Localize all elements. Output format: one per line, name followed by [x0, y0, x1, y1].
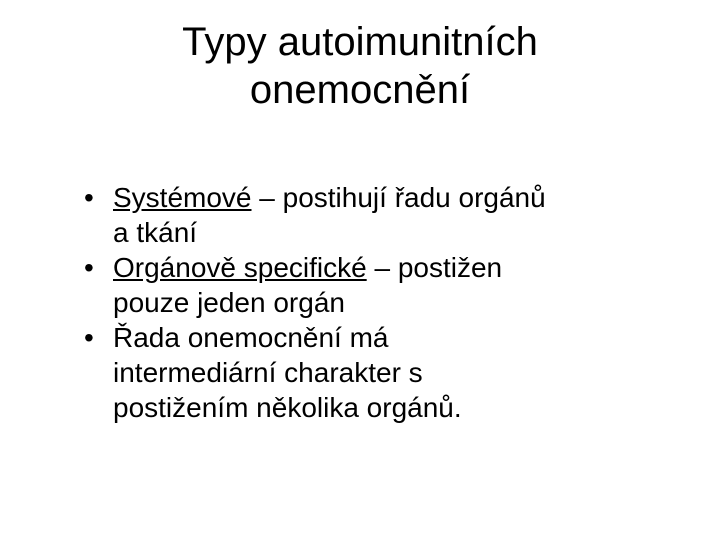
bullet-item-intermediate	[84, 320, 684, 425]
bullet-term-systemic: Systémové	[113, 182, 252, 213]
bullet-text-organ-specific: – postižen	[366, 252, 503, 283]
bullet-text-organ-specific-line2: pouze jeden orgán	[113, 287, 345, 318]
title-line-2: onemocnění	[249, 68, 471, 112]
bullet-text-systemic-line2: a tkání	[113, 217, 198, 248]
bullet-item-systemic	[84, 180, 684, 250]
slide-title	[60, 18, 660, 114]
bullet-dot-icon: •	[84, 182, 94, 213]
bullet-dot-icon: •	[84, 322, 94, 353]
bullet-text-systemic: – postihují řadu orgánů	[251, 182, 546, 213]
bullet-text-intermediate-line3: postižením několika orgánů.	[113, 392, 462, 423]
title-line-1: Typy autoimunitních	[182, 20, 538, 64]
bullet-text-intermediate-line2: intermediární charakter s	[113, 357, 423, 388]
bullet-term-organ-specific: Orgánově specifické	[113, 252, 367, 283]
bullet-dot-icon: •	[84, 252, 94, 283]
bullet-list	[84, 180, 684, 425]
bullet-text-intermediate-line1: Řada onemocnění má	[113, 322, 389, 353]
bullet-item-organ-specific	[84, 250, 684, 320]
